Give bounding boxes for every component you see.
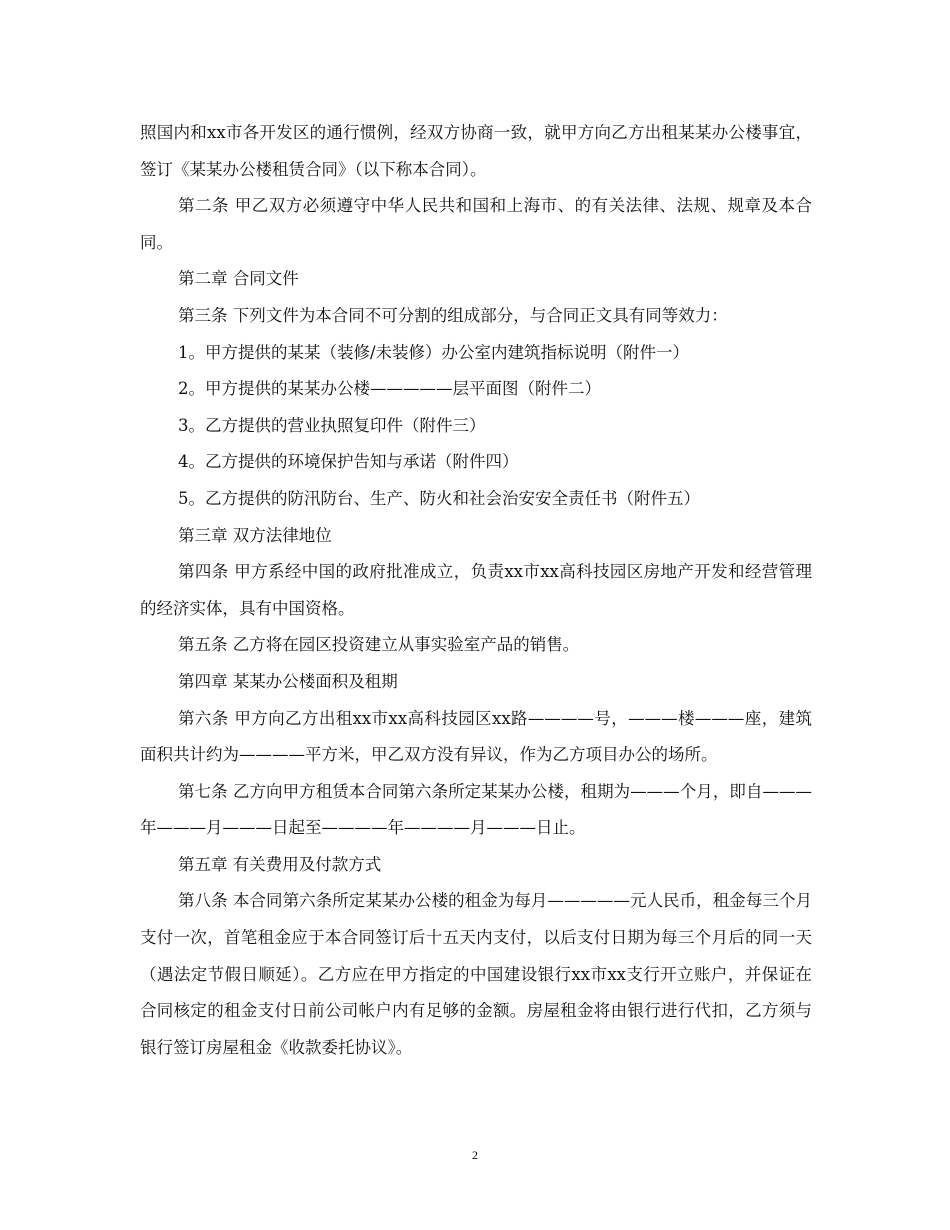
list-item-3: 3。乙方提供的营业执照复印件（附件三） bbox=[178, 415, 486, 435]
chapter-heading-4: 第四章 某某办公楼面积及租期 bbox=[178, 671, 398, 691]
chapter-heading-3: 第三章 双方法律地位 bbox=[178, 525, 332, 545]
article-2: 第二条 甲乙双方必须遵守中华人民共和国和上海市、的有关法律、法规、规章及本合同。 bbox=[140, 196, 812, 252]
article-3: 第三条 下列文件为本合同不可分割的组成部分，与合同正文具有同等效力： bbox=[178, 305, 728, 325]
article-7: 第七条 乙方向甲方租赁本合同第六条所定某某办公楼，租期为———个月，即自———年———月———日起至————年————月———日止。 bbox=[140, 781, 812, 838]
list-item-4: 4。乙方提供的环境保护告知与承诺（附件四） bbox=[178, 452, 519, 472]
chapter-heading-2: 第二章 合同文件 bbox=[178, 269, 299, 289]
list-item-5: 5。乙方提供的防汛防台、生产、防火和社会治安安全责任书（附件五） bbox=[178, 488, 700, 508]
page-number: 2 bbox=[472, 1148, 478, 1162]
paragraph-intro-continued: 照国内和xx市各开发区的通行惯例，经双方协商一致，就甲方向乙方出租某某办公楼事宜，签订《某某办公楼租赁合同》（以下称本合同）。 bbox=[140, 123, 812, 179]
page-body bbox=[140, 115, 812, 1066]
article-6: 第六条 甲方向乙方出租xx市xx高科技园区xx路————号，———楼———座，建筑面积共计约为————平方米，甲乙双方没有异议，作为乙方项目办公的场所。 bbox=[140, 708, 812, 765]
list-item-2: 2。甲方提供的某某办公楼—————层平面图（附件二） bbox=[178, 379, 601, 399]
article-4: 第四条 甲方系经中国的政府批准成立，负责xx市xx高科技园区房地产开发和经营管理的经济实体，具有中国资格。 bbox=[140, 562, 812, 618]
article-5: 第五条 乙方将在园区投资建立从事实验室产品的销售。 bbox=[178, 635, 580, 655]
article-8: 第八条 本合同第六条所定某某办公楼的租金为每月—————元人民币，租金每三个月支付一次，首笔租金应于本合同签订后十五天内支付，以后支付日期为每三个月后的同一天（遇法定节假日顺延）。乙方应在甲方指定的中国建设银行xx市xx支行开立账户，并保证在合同核定的租金支付日前公司帐户内有足够的金额。房屋租金将由银行进行代扣，乙方须与银行签订房屋租金《收款委托协议》。 bbox=[140, 891, 812, 1057]
list-item-1: 1。甲方提供的某某（装修/未装修）办公室内建筑指标说明（附件一） bbox=[178, 342, 690, 362]
chapter-heading-5: 第五章 有关费用及付款方式 bbox=[178, 854, 382, 874]
